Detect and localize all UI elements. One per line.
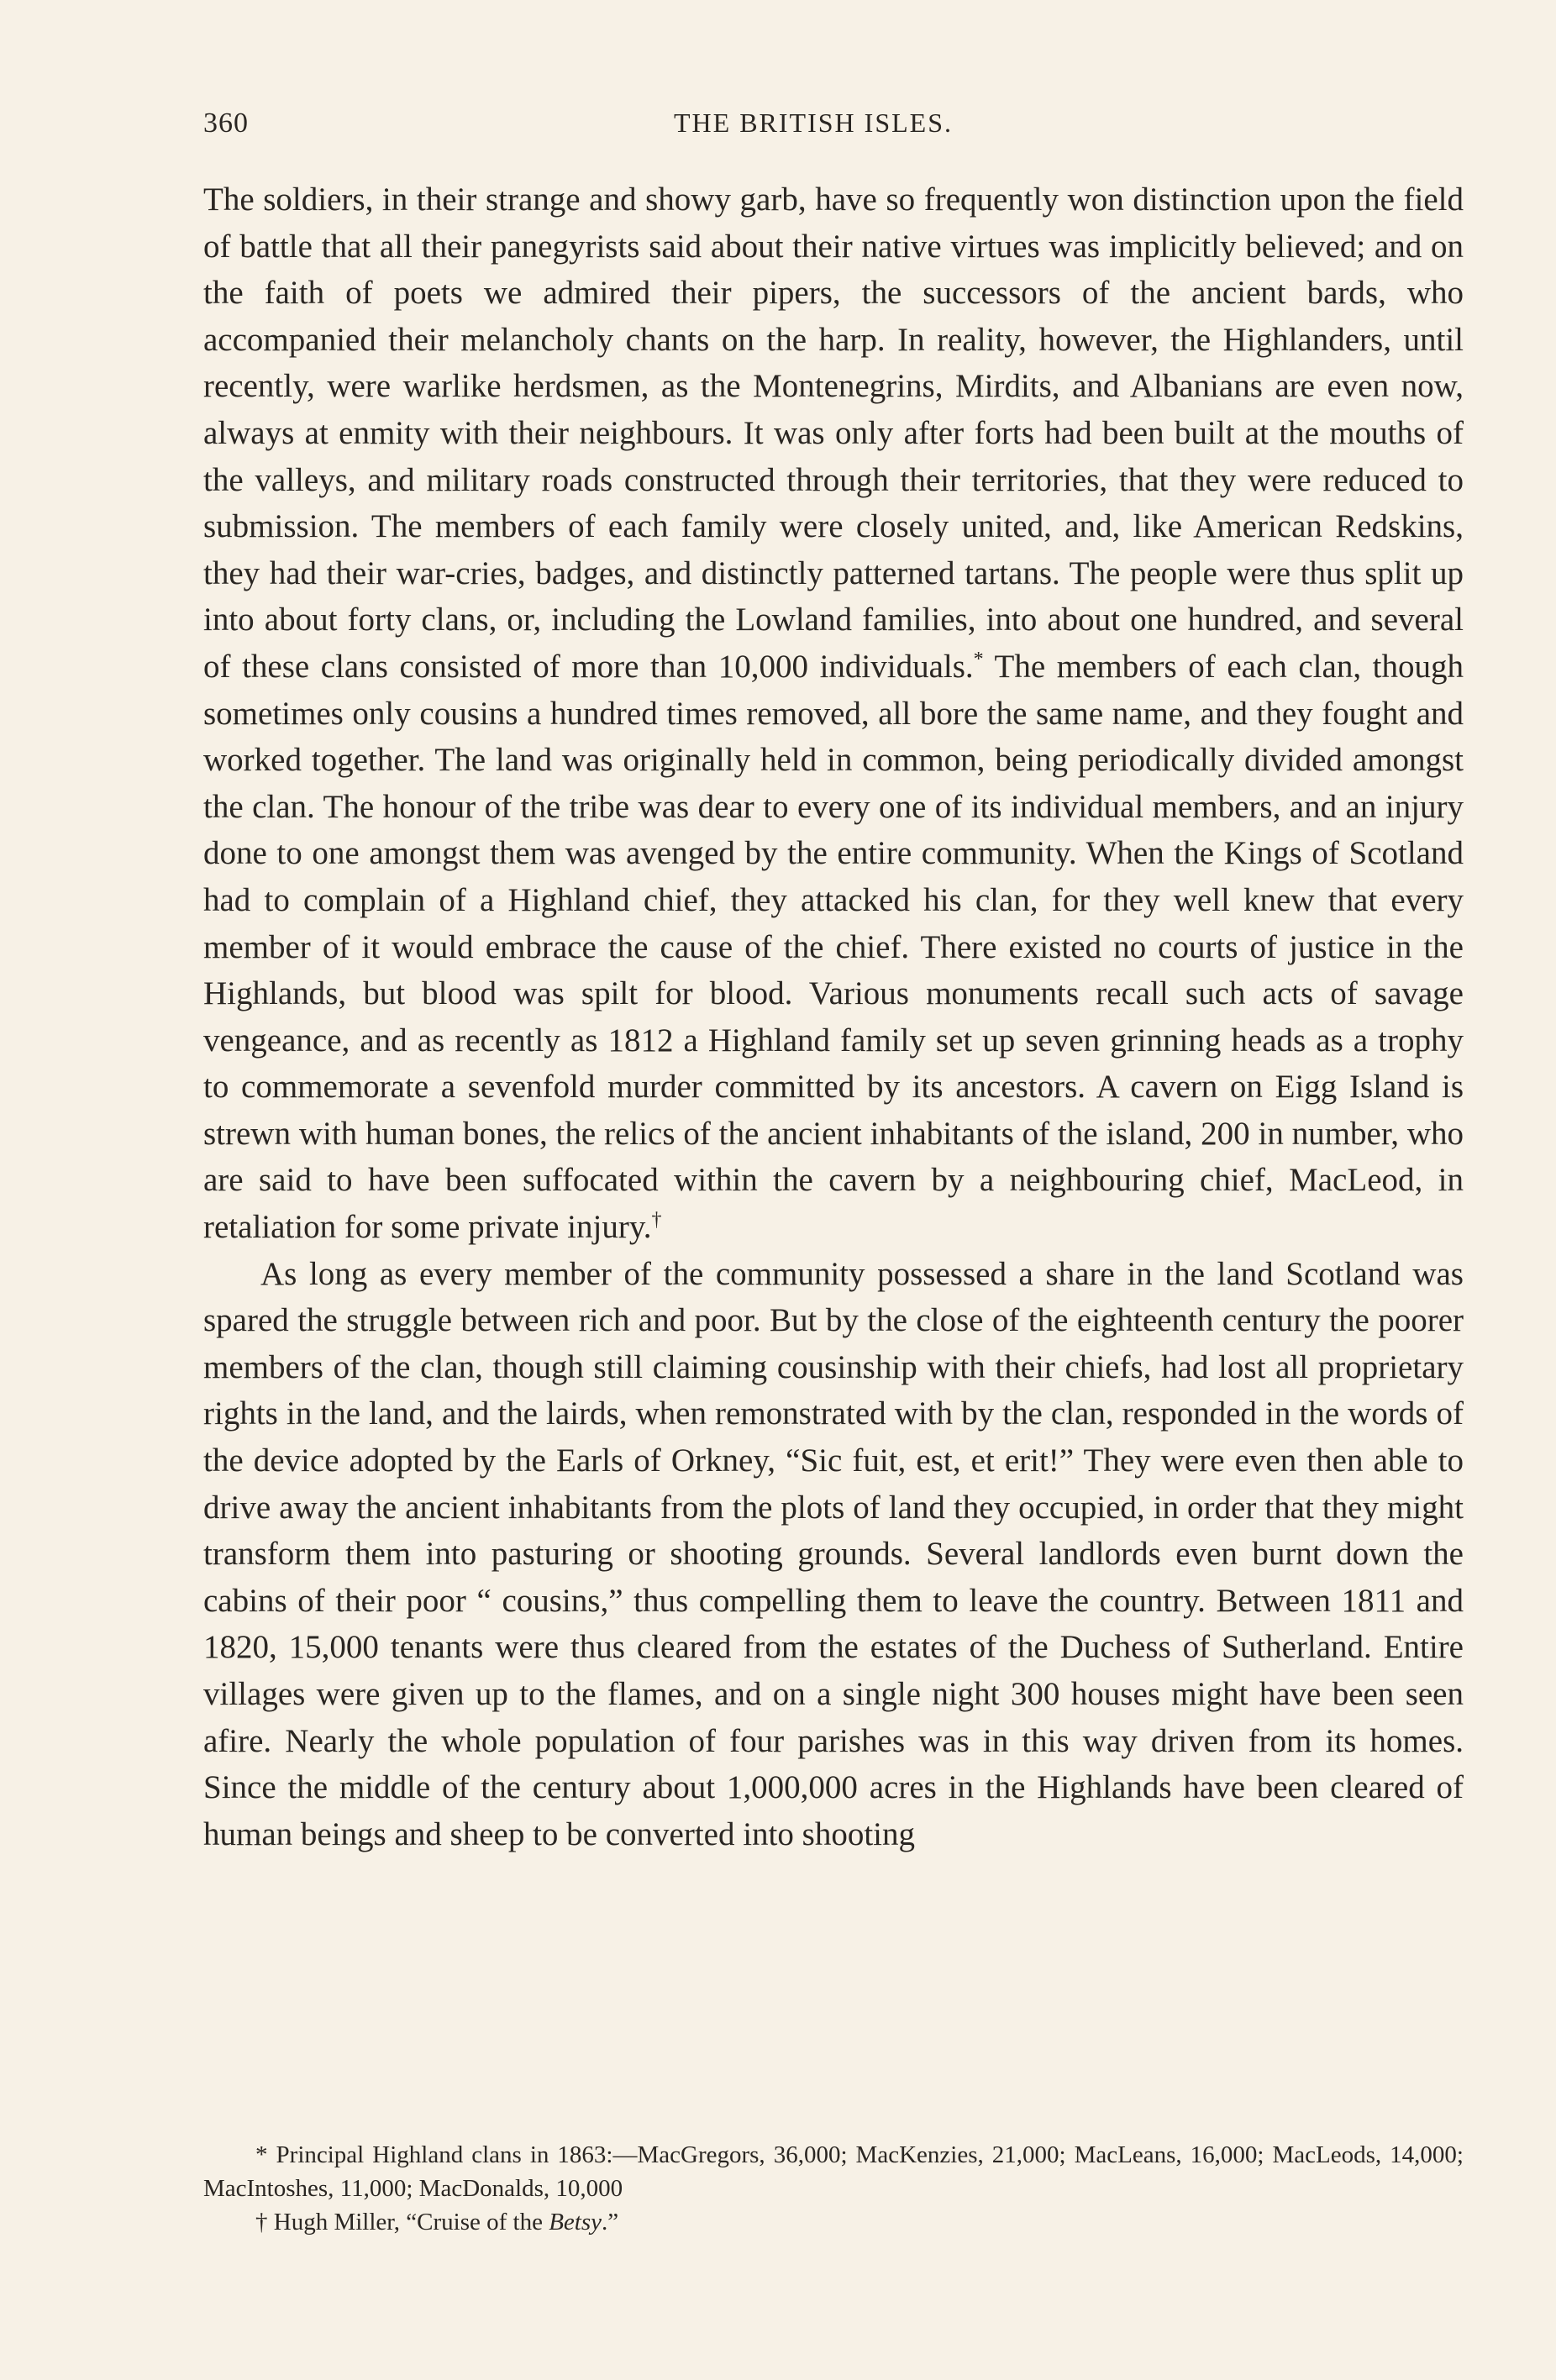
footnote-2-prefix: † Hugh Miller, “Cruise of the [255,2209,549,2236]
running-head [203,108,1464,150]
page-number: 360 [203,108,249,139]
footnotes [203,2138,1464,2239]
footnote-1: * Principal Highland clans in 1863:—MacGregors, 36,000; MacKenzies, 21,000; MacLeans, 16,000; MacLeods, 14,000; MacIntoshes, 11,000; MacDonalds, 10,000 [203,2141,1464,2202]
footnote-mark-1: * [973,648,984,670]
paragraph-1-part-a: The soldiers, in their strange and showy garb, have so frequently won distinction upon the field of battle that all their panegyrists said about their native virtues was implicitly believed; and on the faith of poets we admired their pipers, the successors of the ancient bards, who accompanied their melancholy chants on the harp. In reality, however, the Highlanders, until recently, were warlike herdsmen, as the Montenegrins, Mirdits, and Albanians are even now, always at enmity with their neighbours. It was only after forts had been built at the mouths of the valleys, and military roads constructed through their territories, that they were reduced to submission. The members of each family were closely united, and, like American Redskins, they had their war-cries, badges, and distinctly patterned tartans. The people were thus split up into about forty clans, or, including the Lowland families, into about one hundred, and several of these clans consisted of more than 10,000 individuals. [203,181,1464,685]
paragraph-1 [203,176,1464,1251]
footnote-2-title: Betsy [549,2209,602,2236]
body-text [203,176,1464,1857]
paragraph-1-part-b: The members of each clan, though sometimes only cousins a hundred times removed, all bore the same name, and they fought and worked together. The land was originally held in common, being periodically divided amongst the clan. The honour of the tribe was dear to every one of its individual members, and an injury done to one amongst them was avenged by the entire community. When the Kings of Scotland had to complain of a Highland chief, they attacked his clan, for they well knew that every member of it would embrace the cause of the chief. There existed no courts of justice in the Highlands, but blood was spilt for blood. Various monuments recall such acts of savage vengeance, and as recently as 1812 a Highland family set up seven grinning heads as a trophy to commemorate a sevenfold murder committed by its ancestors. A cavern on Eigg Island is strewn with human bones, the relics of the ancient inhabitants of the island, 200 in number, who are said to have been suffocated within the cavern by a neighbouring chief, MacLeod, in retaliation for some private injury. [203,648,1464,1246]
running-title: THE BRITISH ISLES. [674,108,953,138]
footnote-mark-2: † [651,1209,662,1232]
footnote-2 [203,2205,1464,2239]
footnote-2-suffix: .” [602,2209,619,2236]
paragraph-2: As long as every member of the community possessed a share in the land Scotland was spared the struggle between rich and poor. But by the close of the eighteenth century the poorer members of the clan, though still claiming cousinship with their chiefs, had lost all proprietary rights in the land, and the lairds, when remonstrated with by the clan, responded in the words of the device adopted by the Earls of Orkney, “Sic fuit, est, et erit!” They were even then able to drive away the ancient inhabitants from the plots of land they occupied, in order that they might transform them into pasturing or shooting grounds. Several landlords even burnt down the cabins of their poor “ cousins,” thus compelling them to leave the country. Between 1811 and 1820, 15,000 tenants were thus cleared from the estates of the Duchess of Sutherland. Entire villages were given up to the flames, and on a single night 300 houses might have been seen afire. Nearly the whole population of four parishes was in this way driven from its homes. Since the middle of the century about 1,000,000 acres in the Highlands have been cleared of human beings and sheep to be converted into shooting [203,1255,1464,1852]
